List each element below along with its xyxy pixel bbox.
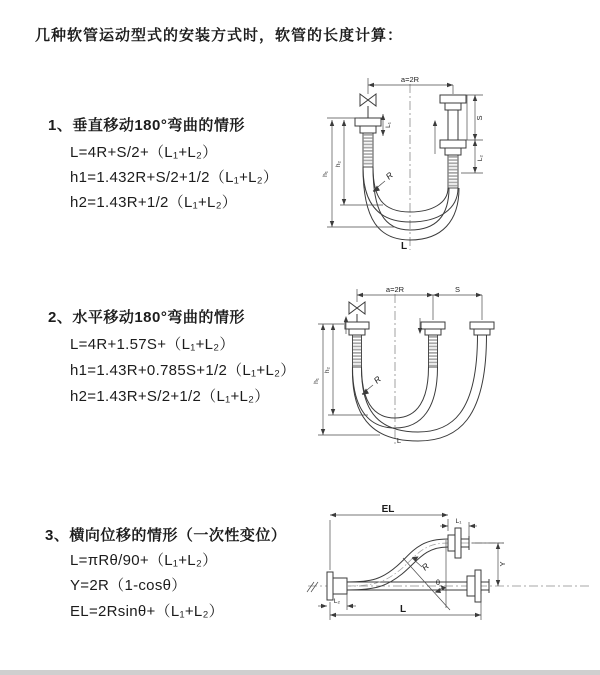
dim-y-label: Y [498, 561, 507, 567]
radius-callout [362, 374, 383, 395]
dimension-l2 [318, 594, 356, 610]
dim-h2-label: h₂ [335, 160, 342, 168]
left-flange [327, 572, 347, 600]
valve-icon [360, 94, 376, 118]
dimension-el [330, 504, 448, 570]
formula-1-l: L=4R+S/2+（L₁+L₂） [70, 144, 218, 161]
dim-s-label: S [454, 285, 461, 294]
diagram-lateral-displacement [300, 500, 600, 645]
diagram-vertical-bend [315, 70, 600, 260]
formula-3-y: Y=2R（1-cosθ） [70, 577, 187, 594]
left-fitting [345, 322, 369, 367]
dimension-a2r [368, 75, 453, 94]
formula-2-h2: h2=1.43R+S/2+1/2（L₁+L₂） [70, 388, 270, 405]
section-1-heading: 1、垂直移动180°弯曲的情形 [48, 117, 245, 134]
formula-2-l: L=4R+1.57S+（L₁+L₂） [70, 336, 235, 353]
formula-2-h1: h1=1.43R+0.785S+1/2（L₁+L₂） [70, 362, 296, 379]
dim-h2-label: h₂ [324, 366, 331, 374]
page-edge-shadow [0, 670, 600, 675]
dimension-l1 [381, 114, 392, 136]
diagram-horizontal-bend [310, 282, 600, 467]
dimension-s [433, 285, 482, 320]
section-2 [48, 306, 318, 426]
radius-label: R [371, 373, 383, 386]
hose-arcs [363, 167, 459, 240]
dim-s-label: S [475, 115, 484, 121]
formula-1-h2: h2=1.43R+1/2（L₁+L₂） [70, 194, 238, 211]
radius-callout [412, 557, 431, 573]
section-1 [48, 114, 318, 234]
dim-h1-label: h₁ [322, 171, 329, 177]
section-3 [45, 524, 315, 644]
dim-l-label: L [399, 604, 407, 615]
radius-label: R [383, 169, 395, 182]
length-callout [397, 436, 401, 445]
dim-a2r-label: a=2R [385, 285, 405, 294]
dim-h1-label: h₁ [313, 378, 320, 384]
hose-arcs [352, 335, 486, 441]
formula-3-l: L=πRθ/90+（L₁+L₂） [70, 552, 218, 569]
formula-1-h1: h1=1.432R+S/2+1/2（L₁+L₂） [70, 169, 279, 186]
dim-l2-label: L₂ [333, 598, 341, 605]
dim-l1-label: L₁ [385, 122, 392, 128]
length-callout [401, 241, 407, 252]
section-3-heading: 3、横向位移的情形（一次性变位） [45, 527, 287, 544]
right-fitting [440, 95, 466, 188]
angle-construction [403, 540, 450, 610]
dimension-s [466, 95, 484, 140]
angle-label: θ [435, 578, 441, 587]
movement-arrow [433, 120, 437, 154]
right-fitting [470, 322, 494, 335]
radius-label: R [419, 560, 431, 573]
left-fitting [355, 118, 381, 167]
page-title: 几种软管运动型式的安装方式时，软管的长度计算： [35, 27, 404, 44]
dim-l1-label: L₁ [455, 518, 462, 525]
dim-l2-label: L₂ [477, 154, 484, 162]
dim-a2r-label: a=2R [400, 75, 420, 84]
section-2-heading: 2、水平移动180°弯曲的情形 [48, 309, 245, 326]
length-label: L [396, 436, 402, 445]
dimension-h1 [313, 324, 380, 435]
valve-icon [349, 302, 365, 322]
middle-fitting [421, 322, 445, 367]
length-label: L [400, 241, 408, 252]
dim-el-label: EL [381, 504, 395, 515]
formula-3-el: EL=2Rsinθ+（L₁+L₂） [70, 603, 224, 620]
radius-callout [373, 170, 395, 192]
